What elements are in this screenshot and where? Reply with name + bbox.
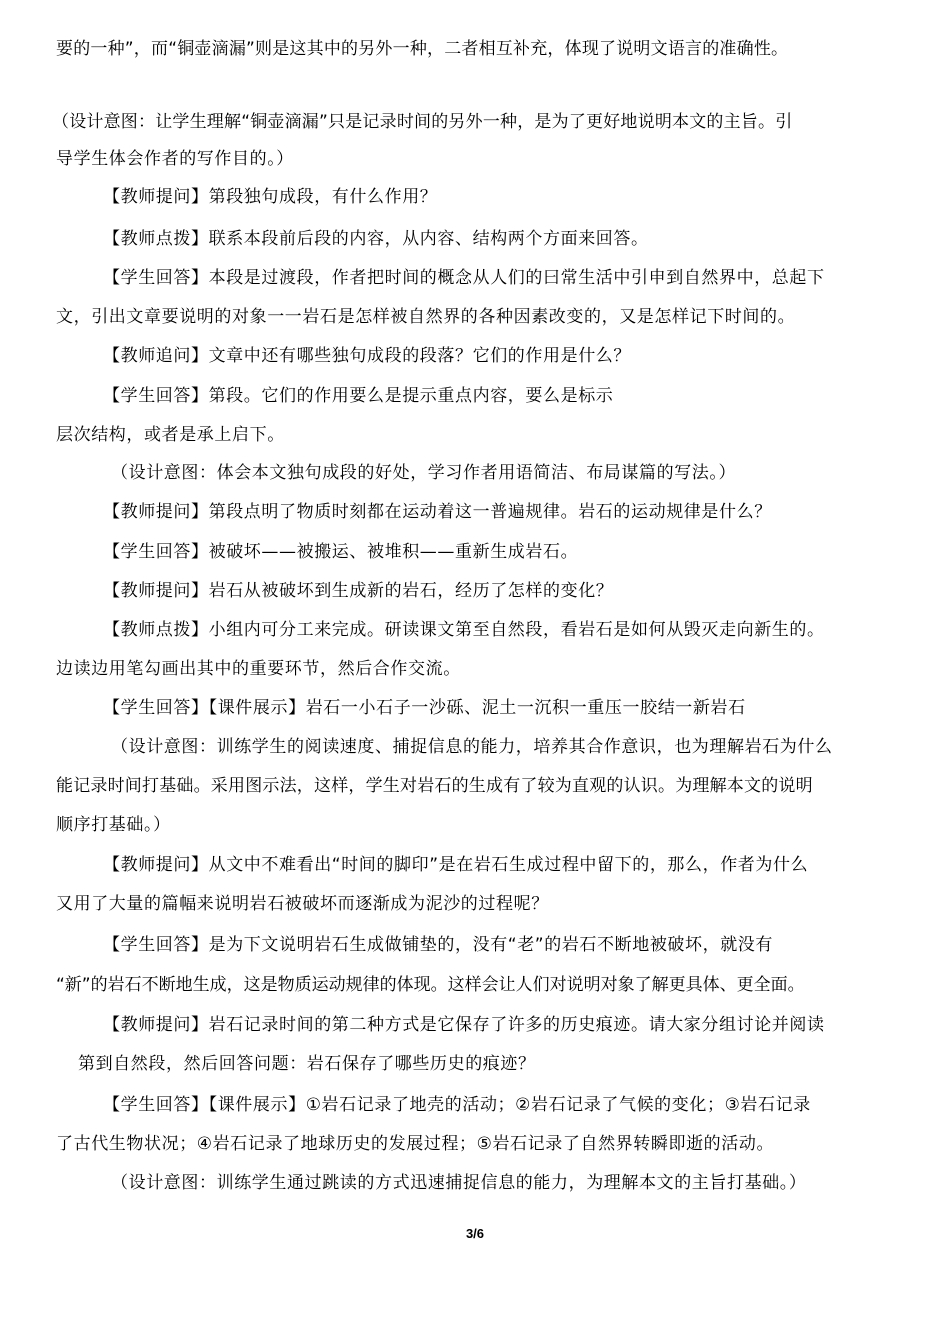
text-line: 【学生回答】第段。它们的作用要么是提示重点内容，要么是标示 [103, 386, 614, 406]
text-line: 【教师提问】第段点明了物质时刻都在运动着这一普遍规律。岩石的运动规律是什么？ [103, 502, 772, 522]
text-line: 了古代生物状况；④岩石记录了地球历史的发展过程；⑤岩石记录了自然界转瞬即逝的活动。 [56, 1134, 775, 1154]
text-line: 【学生回答】【课件展示】①岩石记录了地壳的活动；②岩石记录了气候的变化；③岩石记录 [103, 1095, 811, 1115]
text-line: （设计意图：训练学生通过跳读的方式迅速捕捉信息的能力，为理解本文的主旨打基础。） [111, 1173, 807, 1193]
text-line: 【教师点拨】小组内可分工来完成。研读课文第至自然段，看岩石是如何从毁灭走向新生的。 [103, 620, 825, 640]
text-line: 【教师点拨】联系本段前后段的内容，从内容、结构两个方面来回答。 [103, 229, 649, 249]
text-line: 【教师提问】第段独句成段，有什么作用？ [103, 187, 438, 207]
text-line: 【学生回答】本段是过渡段，作者把时间的概念从人们的曰常生活中引申到自然界中，总起下 [103, 268, 825, 288]
text-line: 要的一种”，而“铜壶滴漏”则是这其中的另外一种，二者相互补充，体现了说明文语言的准确性。 [56, 39, 789, 59]
text-line: 第到自然段，然后回答问题：岩石保存了哪些历史的痕迹？ [78, 1054, 536, 1074]
text-line: 又用了大量的篇幅来说明岩石被破坏而逐渐成为泥沙的过程呢？ [56, 894, 549, 914]
text-line: （设计意图：训练学生的阅读速度、捕捉信息的能力，培养其合作意识，也为理解岩石为什么 [111, 737, 833, 757]
text-line: （设计意图：体会本文独句成段的好处，学习作者用语简洁、布局谋篇的写法。） [111, 463, 737, 483]
text-line: 【教师提问】从文中不难看出“时间的脚印”是在岩石生成过程中留下的，那么，作者为什么 [103, 855, 809, 875]
text-line: 【教师提问】岩石从被破坏到生成新的岩石，经历了怎样的变化？ [103, 581, 614, 601]
text-line: 【学生回答】是为下文说明岩石生成做铺垫的，没有“老”的岩石不断地被破坏，就没有 [103, 935, 774, 955]
text-line: 顺序打基础。） [56, 815, 171, 835]
text-line: 导学生体会作者的写作目的。） [56, 149, 294, 169]
text-line: 能记录时间打基础。采用图示法，这样，学生对岩石的生成有了较为直观的认识。为理解本文的说明 [56, 776, 813, 796]
text-line: 【学生回答】被破坏——被搬运、被堆积——重新生成岩石。 [103, 542, 579, 562]
text-line: 边读边用笔勾画出其中的重要环节，然后合作交流。 [56, 659, 461, 679]
text-line: （设计意图：让学生理解“铜壶滴漏”只是记录时间的另外一种，是为了更好地说明本文的主旨。引 [52, 112, 793, 132]
text-line: 【教师提问】岩石记录时间的第二种方式是它保存了许多的历史痕迹。请大家分组讨论并阅读 [103, 1015, 825, 1035]
text-line: 层次结构，或者是承上启下。 [56, 425, 285, 445]
page-number: 3/6 [465, 1226, 485, 1241]
text-line: 【学生回答】【课件展示】岩石一小石子一沙砾、泥土一沉积一重压一胶结一新岩石 [103, 698, 746, 718]
text-line: 文，引出文章要说明的对象一一岩石是怎样被自然界的各种因素改变的，又是怎样记下时间的。 [56, 307, 796, 327]
text-line: “新”的岩石不断地生成，这是物质运动规律的体现。这样会让人们对说明对象了解更具体、更全面。 [56, 975, 805, 995]
text-line: 【教师追问】文章中还有哪些独句成段的段落？它们的作用是什么？ [103, 346, 631, 366]
